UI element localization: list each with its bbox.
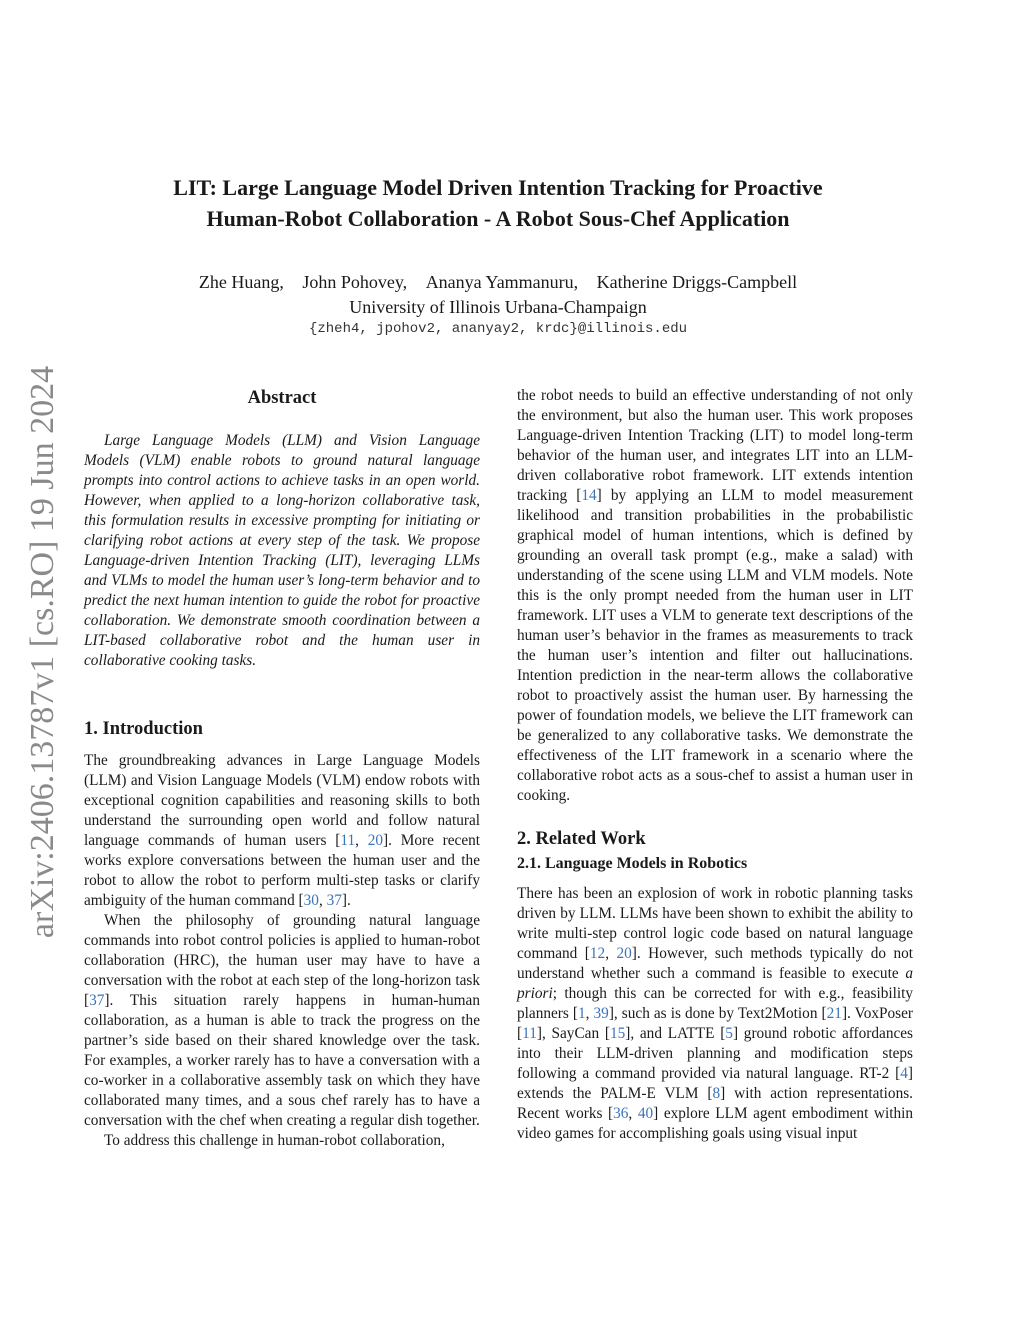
subsection-heading: 2.1. Language Models in Robotics (517, 855, 748, 872)
citation-link[interactable]: 11 (340, 832, 356, 849)
abstract-text: Large Language Models (LLM) and Vision Language Models (VLM) enable robots to ground natural language prompts into control actions to achieve tasks in an open world. However, when applied to a long-horizon collaborative task, this formulation results in excessive prompting for initiating or clarifying robot actions at every step of the task. We propose Language-driven Intention Tracking (LIT), leveraging LLMs and VLMs to model the human user’s long-term behavior and to predict the next human intention to guide the robot for proactive collaboration. We demonstrate smooth coordination between a LIT-based collaborative robot and the human user in collaborative cooking tasks. (84, 432, 480, 669)
citation-link[interactable]: 36 (613, 1105, 629, 1122)
citation-link[interactable]: 39 (593, 1005, 609, 1022)
intro-paragraph-continued: the robot needs to build an effective understanding of not only the environment, but also the human user. This work proposes Language-driven Intention Tracking (LIT) to model long-term behavior of the human user, and integrates LIT into an LLM-driven collaborative robot framework. LIT extends intention tracking [14] by applying an LLM to model measurement likelihood and transition probabilities in the probabilistic graphical model of human intentions, which is defined by grounding an overall task prompt (e.g., make a salad) with understanding of the scene using LLM and VLM models. Note this is the only prompt needed from the human user in LIT framework. LIT uses a VLM to generate text descriptions of the human user’s behavior in the frames as measurements to track the human user’s intention and filter out hallucinations. Intention prediction in the near-term allows the collaborative robot to proactively assist the human user. By harnessing the power of foundation models, we believe the LIT framework can be generalized to any collaborative tasks. We demonstrate the effectiveness of the LIT framework in a scenario where the collaborative robot acts as a sous-chef to assist a human user in cooking. (517, 387, 913, 804)
title-line-1: LIT: Large Language Model Driven Intention Tracking for Proactive (173, 175, 823, 200)
author-name: Katherine Driggs-Campbell (596, 272, 798, 292)
citation-link[interactable]: 8 (712, 1085, 721, 1102)
related-work-paragraph: There has been an explosion of work in robotic planning tasks driven by LLM. LLMs have been shown to exhibit the ability to write multi-step control logic code based on natural language command [12, 20]. However, such methods typically do not understand whether such a command is feasible to execute a priori; though this can be corrected for with e.g., feasibility planners [1, 39], such as is done by Text2Motion [21]. VoxPoser [11], SayCan [15], and LATTE [5] ground robotic affordances into their LLM-driven planning and modification steps following a command provided via natural language. RT-2 [4] extends the PALM-E VLM [8] with action representations. Recent works [36, 40] explore LLM agent embodiment within video games for accomplishing goals using visual input (517, 885, 914, 1142)
author-names (84, 270, 912, 295)
intro-paragraph-2: When the philosophy of grounding natural language commands into robot control policies is applied to human-robot collaboration (HRC), the human user may have to have a conversation with the robot at each step of the long-horizon task [37]. This situation rarely happens in human-human collaboration, as a human is able to track the progress on the partner’s side based on their shared knowledge over the task. For examples, a worker rarely has to have a conversation with a co-worker in a collaborative assembly task on which they have collaborated many times, and a sous chef rarely has to have a conversation with the chef when creating a regular dish together. (84, 912, 480, 1129)
arxiv-identifier (22, 357, 64, 947)
arxiv-id-text: arXiv:2406.13787v1 [cs.RO] 19 Jun 2024 (24, 365, 61, 939)
right-column (517, 386, 913, 1144)
citation-link[interactable]: 21 (826, 1005, 842, 1022)
citation-link[interactable]: 30 (303, 892, 319, 909)
paper-title (84, 172, 912, 234)
emphasis-text: a priori (517, 965, 913, 1002)
related-work-heading: 2. Related Work (517, 829, 646, 849)
citation-link[interactable]: 37 (89, 992, 105, 1009)
author-name: Ananya Yammanuru, (425, 272, 579, 292)
citation-link[interactable]: 37 (326, 892, 342, 909)
citation-link[interactable]: 1 (577, 1005, 586, 1022)
author-name: Zhe Huang, (198, 272, 284, 292)
intro-paragraph-3: To address this challenge in human-robot collaboration, (104, 1132, 445, 1149)
citation-link[interactable]: 12 (589, 945, 606, 962)
citation-link[interactable]: 4 (900, 1065, 908, 1082)
left-column (84, 386, 480, 1151)
affiliation: University of Illinois Urbana-Champaign (349, 297, 647, 317)
author-block (84, 270, 912, 320)
citation-link[interactable]: 20 (616, 945, 632, 962)
citation-link[interactable]: 15 (609, 1025, 626, 1042)
citation-link[interactable]: 40 (637, 1105, 654, 1122)
citation-link[interactable]: 14 (581, 487, 597, 504)
author-emails: {zheh4, jpohov2, ananyay2, krdc}@illinois.edu (308, 321, 688, 337)
citation-link[interactable]: 11 (522, 1025, 537, 1042)
intro-paragraph-1: The groundbreaking advances in Large Language Models (LLM) and Vision Language Models (VLM) endow robots with exceptional cognition capabilities and reasoning skills to both understand the surrounding open world and follow natural language commands of human users [11, 20]. More recent works explore conversations between the human user and the robot to allow the robot to perform multi-step tasks or clarify ambiguity of the human command [30, 37]. (84, 752, 481, 909)
citation-link[interactable]: 20 (367, 832, 384, 849)
introduction-heading: 1. Introduction (84, 719, 203, 739)
author-name: John Pohovey, (302, 272, 408, 292)
title-line-2: Human-Robot Collaboration - A Robot Sous-Chef Application (206, 206, 790, 231)
abstract-heading: Abstract (247, 388, 317, 408)
citation-link[interactable]: 5 (725, 1025, 733, 1042)
